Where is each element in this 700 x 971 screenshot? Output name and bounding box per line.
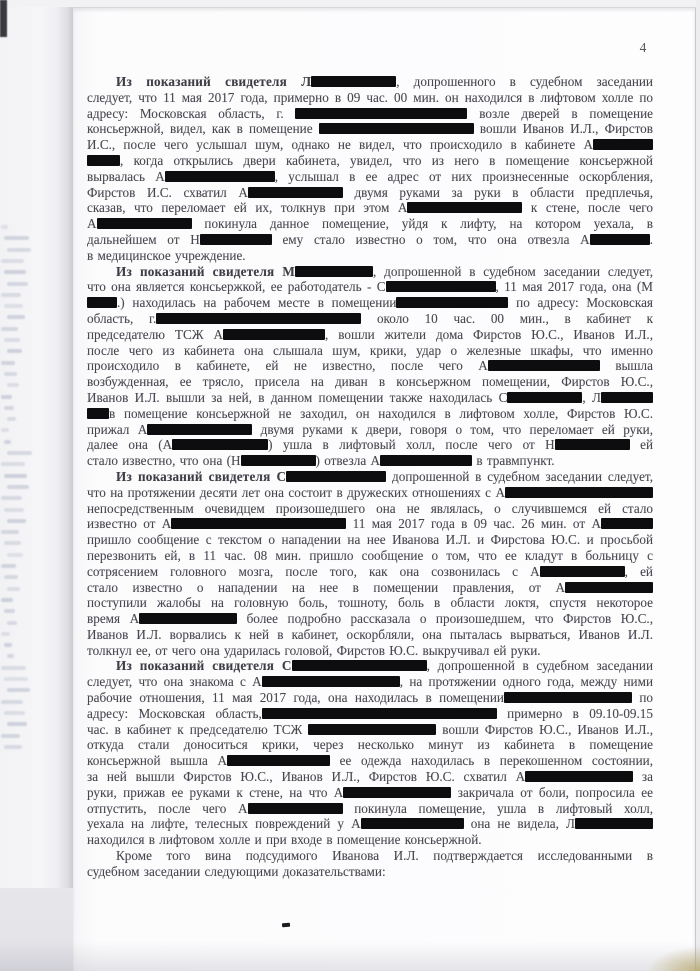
text-segment: около 10 час. 00 мин., в кабинет к [361,310,653,326]
text-segment: в медицинское учреждение. [87,247,246,263]
text-line [87,516,653,532]
text-segment: область, г. [87,310,157,326]
text-segment: после чего из кабинета она слышала шум, крики, удар о железные шкафы, что именно [87,342,653,358]
text-segment: сотрясением головного мозга, после того, как она созвонилась с А [87,563,540,579]
redaction-bar [488,360,600,371]
redaction-bar [156,313,361,324]
text-line [87,137,653,153]
text-segment: закричала от боли, попросила ее [451,784,653,800]
bleed-mark [1,496,22,500]
redaction-bar [380,455,472,466]
redaction-bar [386,281,496,292]
text-line [87,548,653,564]
text-line [87,153,653,169]
text-segment: дальнейшем от Н [87,231,200,247]
redaction-bar [525,771,633,782]
text-segment: возбужденная, ее трясло, присела на диван в консьержном помещении, Фирстов Ю.С., [87,374,653,390]
scanner-right-edge [696,0,700,971]
text-segment: ей [629,437,653,453]
text-segment: толкнул ее, от чего она ударилась головой, Фирстов Ю.С. выкручивал ей руки. [87,642,541,658]
text-segment: сказав, что переломает ей их, толкнув при этом А [87,200,408,216]
text-segment: за [633,769,653,785]
text-line [87,611,653,627]
redaction-bar [407,202,522,213]
text-segment: ) ушла в лифтовый холл, после чего от Н [268,437,555,453]
redaction-bar [97,218,192,229]
witness-lead-bold: Из показаний свидетеля С [116,658,292,674]
redaction-bar [601,392,653,403]
redaction-bar [343,787,451,798]
redaction-bar [171,518,346,529]
bleed-mark [1,361,15,365]
text-line [87,279,653,295]
redaction-bar [139,613,237,624]
text-segment: непосредственным очевидцем произошедшего она не являлась, о случившемся ей стало [87,500,653,516]
bleed-mark [4,541,21,545]
bleed-mark [7,451,32,455]
redaction-bar [555,439,630,450]
text-line [87,106,653,122]
bleed-mark [7,654,14,658]
bleed-mark [7,349,22,353]
witness-lead-bold: Из показаний свидетеля М [116,263,296,279]
redaction-bar [147,424,252,435]
text-line [87,690,653,706]
text-segment: , допрошенного в судебном заседании [396,74,653,89]
scan-corner-artifact [0,0,7,37]
bleed-mark [4,270,26,274]
text-segment: она не видела, Л [463,816,575,832]
bleed-through-text [1,225,33,765]
text-segment: вышла [599,358,653,374]
text-segment: далее она (А [87,437,173,453]
text-line [87,643,653,659]
text-line [87,785,653,801]
text-segment: откуда стали доноситься крики, через несколько минут из кабинета в помещение [87,737,653,753]
text-segment: что она является консьержкой, ее работодатель - С [87,279,386,295]
text-segment: уехала на лифте, телесных повреждений у А [87,816,361,832]
bleed-mark [4,508,24,512]
redaction-bar [590,234,650,245]
bleed-mark [4,575,18,579]
text-segment: рабочие отношения, 11 мая 2017 года, она находилась в помещении [87,690,504,706]
redaction-bar [165,171,275,182]
text-line [87,469,653,485]
bleed-mark [1,598,13,602]
text-segment: покинула помещение, ушла в лифтовый холл, [342,800,653,816]
bleed-mark [4,338,20,342]
document-page [73,7,696,971]
bleed-mark [1,293,21,297]
bleed-mark [1,327,18,331]
text-segment: допрошенной в судебном заседании следует, [386,468,653,484]
redaction-bar [227,755,330,766]
redaction-bar [319,123,474,134]
text-segment: руки, прижав ее руками к стене, на что А [87,784,344,800]
text-segment: ) отвезла А [315,453,381,469]
text-segment: более подробно рассказала о произошедшем, что Фирстов Ю.С., [237,611,653,627]
redaction-bar [396,297,508,308]
text-segment: судебном заседании следующими доказательствами: [87,863,386,879]
redaction-bar [575,818,653,829]
text-segment: Иванов И.Л. ворвались к ней в кабинет, оскорбляли, она пыталась вырваться, Иванов И.Л. [87,626,653,642]
text-segment: следует, что 11 мая 2017 года, примерно в 09 час. 00 мин. он находился в лифтовом холле по [87,89,653,105]
bleed-mark [4,677,28,681]
text-line [87,658,653,674]
text-segment: , услышал в ее адрес от них произнесенные оскорбления, [274,168,653,184]
text-line [87,564,653,580]
bleed-mark [7,417,16,421]
ink-mark [282,923,290,927]
bleed-mark [1,564,16,568]
text-segment: ее одежда находилась в перекошенном состоянии, [329,753,653,769]
text-line [87,848,653,864]
redaction-bar [565,582,653,593]
text-segment: адресу: Московская область, [87,705,262,721]
redaction-bar [308,724,436,735]
text-line [87,216,653,232]
text-line [87,185,653,201]
bleed-mark [4,711,25,715]
bleed-mark [4,440,11,444]
text-line [87,769,653,785]
bleed-mark [7,688,30,692]
redaction-bar [286,471,386,482]
redaction-bar [504,692,632,703]
text-segment: поступили жалобы на головную боль, тошноту, боль в области локтя, спустя некоторое [87,595,653,611]
text-segment: в травмпункт. [472,453,555,469]
text-segment: ему стало известно о том, что она отвезла А [271,231,590,247]
text-segment: время А [87,611,140,627]
bleed-mark [4,406,14,410]
text-segment: , допрошенной в судебном заседании [426,658,653,674]
text-line [87,327,653,343]
text-line [87,343,653,359]
redaction-bar [248,187,343,198]
text-segment: Кроме того вина подсудимого Иванова И.Л. подтверждается исследованными в [116,848,653,864]
text-segment: перезвонить ей, в 11 час. 08 мин. пришло сообщение о том, что ее кладут в больницу с [87,547,653,563]
text-line [87,295,653,311]
text-segment: Иванов И.Л. вышли за ней, в данном помещении также находилась С [87,389,508,405]
bleed-mark [1,462,25,466]
text-line [87,358,653,374]
text-line [87,722,653,738]
text-segment: , когда открылись двери кабинета, увидел, что из него в помещение консьержной [120,152,653,168]
text-line [87,264,653,280]
text-segment: час. в кабинет к председателю ТСЖ [87,721,309,737]
text-line [87,753,653,769]
text-line [87,390,653,406]
text-segment: , Л [582,389,601,405]
bleed-mark [7,519,26,523]
text-line [87,501,653,517]
text-segment: пришло сообщение с текстом о нападении на нее Иванова И.Л. и Фирстова Ю.С. и просьбой [87,532,653,548]
text-segment: по адресу: Московская [508,295,653,311]
text-line [87,864,653,880]
text-segment: А [87,216,97,232]
text-segment: председателю ТСЖ А [87,326,224,342]
bleed-mark [1,632,10,636]
text-segment: вырвалась А [87,168,165,184]
text-segment: покинула данное помещение, уйдя к лифту, на котором уехала, в [191,216,653,232]
text-segment: 11 мая 2017 года в 09 час. 26 мин. от А [346,516,601,532]
bleed-mark [7,587,20,591]
bleed-mark [4,474,27,478]
bleed-mark [4,372,17,376]
bleed-mark [1,530,19,534]
bottom-shadow [0,941,700,971]
text-line [87,90,653,106]
text-segment: прижал А [87,421,148,437]
text-line [87,595,653,611]
text-segment: вошли Фирстов Ю.С., Иванов И.Л., [436,721,653,737]
text-segment: , на протяжении одного года, между ними [399,674,653,690]
bleed-mark [7,485,29,489]
text-segment: двумя руками за руки в области предплечья, [342,184,653,200]
redaction-bar [262,708,497,719]
text-segment: консьержной вышла А [87,753,227,769]
text-segment: находился в лифтовом холле и при входе в помещение консьержной. [87,832,482,848]
bleed-mark [7,282,28,286]
text-line [87,737,653,753]
text-line [87,169,653,185]
text-segment: происходило в кабинете, ей не известно, после чего А [87,358,488,374]
redaction-bar [87,408,109,419]
text-segment: Фирстов И.С. схватил А [87,184,248,200]
text-segment: что на протяжении десяти лет она состоит в дружеских отношениях с А [87,484,505,500]
redaction-bar [311,76,396,87]
witness-lead-bold: Из показаний свидетеля Л [116,74,312,89]
text-line [87,437,653,453]
text-segment: двумя руками к двери, говоря о том, что переломает ей руки, [252,421,653,437]
redaction-bar [507,392,582,403]
redaction-bar [87,155,120,166]
text-line [87,485,653,501]
text-segment: . [649,231,653,247]
text-segment: в помещение консьержной не заходил, он находился в лифтовом холле, Фирстов Ю.С. [109,405,653,421]
redaction-bar [87,297,117,308]
text-line [87,374,653,390]
document-text [87,74,653,880]
text-line [87,674,653,690]
text-segment: вошли Иванов И.Л., Фирстов [473,121,653,137]
text-line [87,532,653,548]
bleed-mark [7,621,17,625]
redaction-bar [601,518,653,529]
text-segment: , допрошенной в судебном заседании следует, [373,263,653,279]
text-segment: И.С., после чего услышал шум, однако не видел, что происходило в кабинете А [87,137,593,153]
witness-lead-bold: Из показаний свидетеля С [116,468,287,484]
redaction-bar [593,139,653,150]
redaction-bar [262,676,400,687]
bleed-mark [7,383,19,387]
text-line [87,422,653,438]
text-line [87,706,653,722]
text-segment: , вошли жители дома Фирстов Ю.С., Иванов И.Л., [325,326,653,342]
bleed-mark [7,553,23,557]
page-number: 4 [639,40,647,55]
redaction-bar [505,487,653,498]
text-segment: к стене, после чего [522,200,653,216]
redaction-bar [295,108,467,119]
bleed-mark [4,236,29,240]
text-line [87,406,653,422]
text-segment: отпустить, после чего А [87,800,248,816]
text-line [87,232,653,248]
text-segment: известно от А [87,516,172,532]
text-line [87,816,653,832]
redaction-bar [292,660,427,671]
redaction-bar [361,818,464,829]
text-line [87,200,653,216]
text-line [87,453,653,469]
bleed-mark [4,643,12,647]
text-segment: , 11 мая 2017 года, она (М [495,279,653,295]
text-line [87,248,653,264]
redaction-bar [540,566,625,577]
bottom-right-shadow [648,947,700,971]
bleed-mark [1,395,12,399]
text-segment: .) находилась на рабочем месте в помещении [117,295,397,311]
bleed-mark [7,315,25,319]
redaction-bar [223,329,325,340]
text-line [87,801,653,817]
bleed-mark [1,259,24,263]
text-line [87,832,653,848]
redaction-bar [248,803,343,814]
redaction-bar [200,234,272,245]
text-segment: стало известно о нападении на нее в помещении правления, от А [87,579,565,595]
bleed-mark [1,666,26,670]
redaction-bar [295,266,373,277]
text-segment: консьержной, видел, как в помещение [87,121,319,137]
bleed-mark [7,722,27,726]
text-segment: по [631,690,653,706]
previous-page-edge [0,7,73,888]
text-line [87,121,653,137]
text-segment: адресу: Московская область, г. [87,105,296,121]
bleed-mark [1,734,20,738]
text-line [87,580,653,596]
bleed-mark [4,304,23,308]
bleed-mark [4,609,15,613]
bleed-mark [1,428,9,432]
text-segment: стало известно, что она (Н [87,453,241,469]
bleed-mark [7,248,31,252]
text-segment: возле дверей в помещение [467,105,653,121]
bleed-mark [4,745,22,749]
text-line [87,74,653,90]
text-segment: за ней вышли Фирстов Ю.С., Иванов И.Л., Фирстов Ю.С. схватил А [87,769,526,785]
redaction-bar [172,439,268,450]
text-segment: следует, что она знакома с А [87,674,262,690]
text-line [87,311,653,327]
redaction-bar [241,455,316,466]
text-segment: примерно в 09.10-09.15 [496,705,653,721]
bleed-mark [1,700,23,704]
bleed-mark [1,225,8,229]
text-segment: , ей [624,563,653,579]
text-line [87,627,653,643]
